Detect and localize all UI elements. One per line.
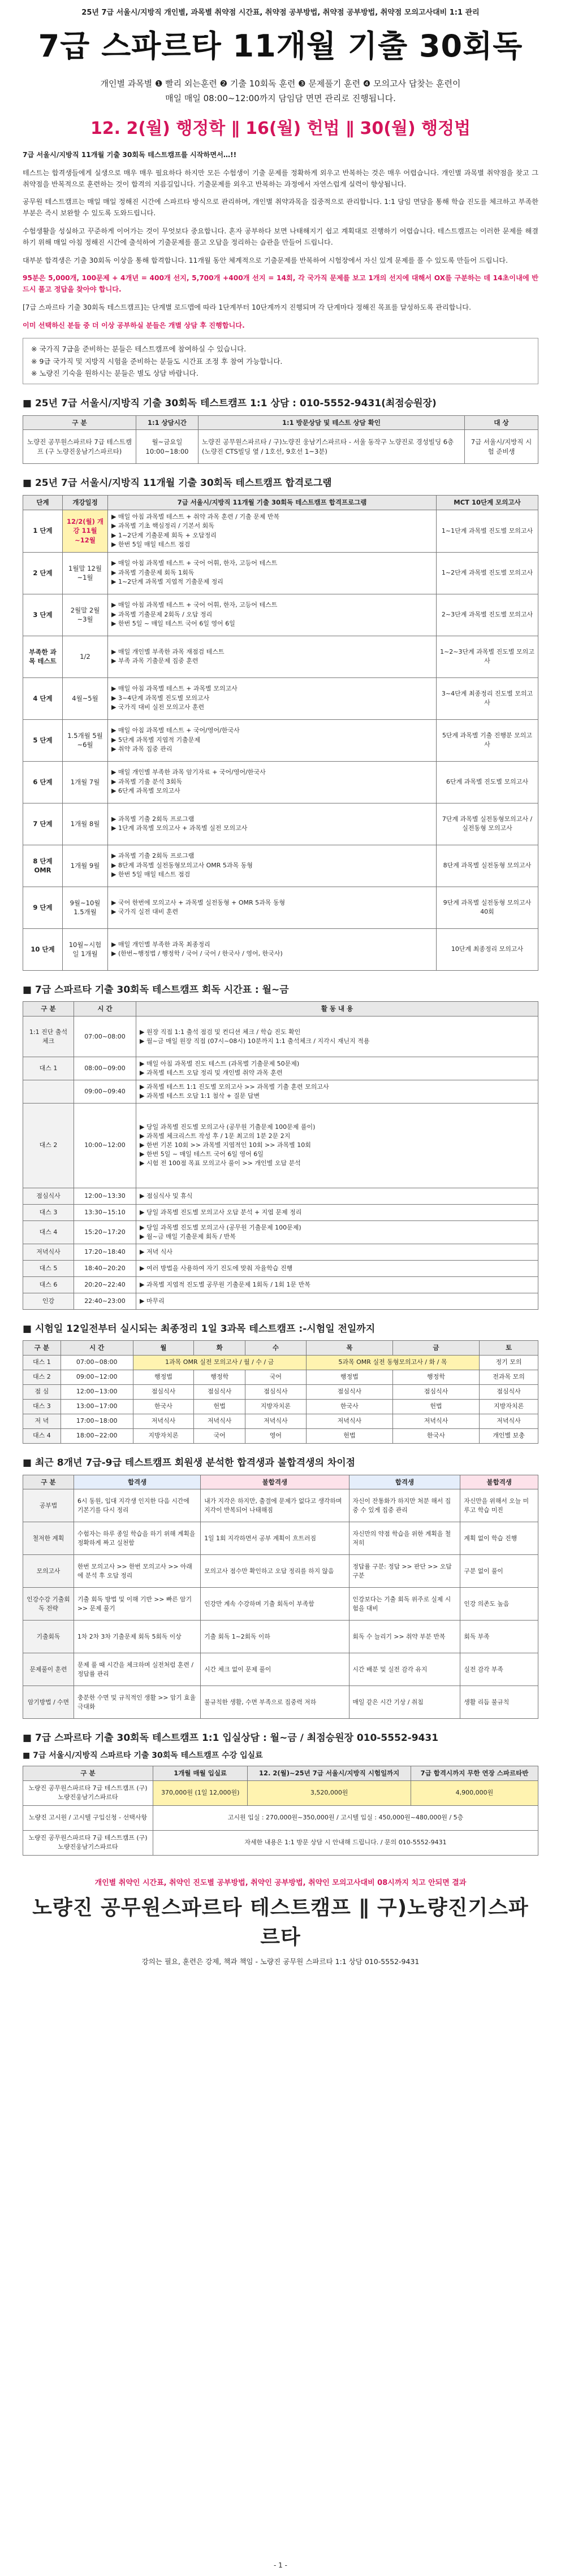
cell: ▶ 당일 과목별 진도별 모의고사 (공무원 기출문제 100문제 풀이) ▶ 과목별 체크리스트 작성 후 / 1문 최고의 1분 2문 2지 ▶ 한번 기본 10회 >> 과목별 지엽적인 10회 >> 과목별 10회 ▶ 한번 5일 ~ 매일 테스트 국어 6일 영어 6일 ▶ 시험 전 100점 목표 모의고사 풀이 >> 개인별 오답 분석	[136, 1103, 538, 1188]
table-row	[23, 1780, 538, 1805]
th: 7급 합격시까지 무한 연장 스파르타반	[411, 1766, 538, 1781]
th: 구 분	[23, 1002, 74, 1017]
cell: 5단계 과목별 기출 진행분 모의고사	[437, 719, 538, 761]
cell: 정기 모의	[480, 1355, 538, 1370]
cell: 저 녁	[23, 1414, 61, 1428]
cell: 한번 모의고사 >> 한번 모의고사 >> 아래에 분석 후 오답 정리	[74, 1555, 201, 1588]
cell: 행정학	[392, 1370, 479, 1384]
table-row	[23, 845, 538, 887]
cell: 점심식사	[194, 1384, 245, 1399]
cell: 실전 감각 부족	[460, 1653, 538, 1686]
cell: 개인별 보충	[480, 1428, 538, 1443]
cell: 부족한 과목 테스트	[23, 636, 63, 677]
cell: 인강 의존도 높음	[460, 1588, 538, 1621]
cell: 월~금요일 10:00~18:00	[136, 430, 198, 464]
section-1-title: ■ 25년 7급 서울시/지방직 기출 30회독 테스트캠프 1:1 상담 : 010-5552-9431(최점승원장)	[23, 398, 437, 410]
cell: 헌법	[194, 1399, 245, 1414]
cell: 17:20~18:40	[74, 1244, 136, 1260]
th: 시 간	[61, 1341, 133, 1356]
cell: 기출 회독 방법 및 이해 기반 >> 빠른 암기 >> 문제 풀기	[74, 1588, 201, 1621]
th: 12. 2(월)~25년 7급 서울시/지방직 시험일까지	[248, 1766, 411, 1781]
timetable-rows	[23, 1017, 538, 1310]
body-paragraph: 95분은 5,000개, 100문제 + 4개년 = 400개 선지, 5,700개 +400개 선지 = 14회, 각 국가직 문제를 보고 1개의 선지에 대해서 OX를 구분하는 데 14초이내에 반드시 풀고 정답을 찾아야 합니다.	[23, 274, 538, 294]
cell: ▶ 원장 직접 1:1 출석 점검 및 컨디션 체크 / 학습 진도 확인 ▶ 월~금 매일 원장 직접 (07시~08시) 10분까지 1:1 출석체크 / 지각시 재닌지 적용	[136, 1017, 538, 1057]
cell: 행정법	[133, 1370, 194, 1384]
cell: 암기방법 / 수면	[23, 1686, 74, 1719]
cell: 행정학	[194, 1370, 245, 1384]
th: 금	[392, 1341, 479, 1356]
cell: 12:00~13:30	[74, 1188, 136, 1204]
body-paragraph: 대부분 합격생은 기출 30회독 이상을 통해 합격합니다. 11개월 동안 체계적으로 기출문제를 반복하여 시험장에서 자신 있게 문제를 풀 수 있도록 만들어 드립니다.	[23, 256, 508, 264]
cell: 대스 5	[23, 1260, 74, 1276]
cell: 국어	[194, 1428, 245, 1443]
th: 구 분	[23, 1475, 74, 1489]
intro-line-2: 매일 매일 08:00~12:00까지 담임담 면면 관리로 진행됩니다.	[165, 93, 396, 104]
table-row	[23, 636, 538, 677]
body-text	[23, 150, 538, 331]
table-row	[23, 1355, 538, 1370]
th: 구 분	[23, 1766, 153, 1781]
cell: 노량진 공무원스파르타 7급 테스트캠프 (구)노량진웅남기스파르타	[23, 1780, 153, 1805]
table-row	[23, 1370, 538, 1384]
body-paragraph: 테스트는 합격생들에게 실생으로 매우 매우 필요하다 하지만 모든 수험생이 기출 문제를 정확하게 외우고 반복하는 것은 매우 어렵습니다. 개인별 과목별 취약점을 찾고 그 취약점을 반복적으로 훈련하는 것이 합격의 지름길입니다. 기출문제를 외우고 반복하는 과정에서 자연스럽게 실력이 향상됩니다.	[23, 168, 538, 188]
cell: 점심식사	[133, 1384, 194, 1399]
cell: 자신만의 약점 학습을 위한 계획을 철저히	[349, 1522, 460, 1555]
main-title: 7급 스파르타 11개월 기출 30회독	[38, 28, 523, 64]
table-row	[23, 1188, 538, 1204]
cell: 6시 동원, 입대 지각생 인지한 다음 시간에 기본기를 다시 정리	[74, 1489, 201, 1522]
cell: 점 심	[23, 1384, 61, 1399]
cell: 헌법	[392, 1399, 479, 1414]
cell: 8단계 과목별 실전동형 모의고사	[437, 845, 538, 887]
cell: ▶ 매일 아침 과목별 테스트 + 취약 과목 훈련 / 기출 문제 반복 ▶ 과목별 기초 핵심정리 / 기본서 회독 ▶ 1~2단계 기출문제 회독 + 오답정리 ▶ 한번 5일 매일 테스트 점검	[108, 510, 437, 552]
cell: 4월~5월	[63, 677, 108, 719]
cell: 7단계 과목별 실전동형모의고사 / 실전동형 모의고사	[437, 803, 538, 845]
table-row	[23, 510, 538, 552]
cell: ▶ 매일 아침 과목별 테스트 + 국어 어휘, 한자, 고등어 테스트 ▶ 과목별 기출문제 2회독 / 오답 정리 ▶ 한번 5일 ~ 매일 테스트 국어 6일 영어 6일	[108, 594, 437, 636]
cell: 18:00~22:00	[61, 1428, 133, 1443]
cell: 점심식사	[392, 1384, 479, 1399]
consult-table	[23, 415, 538, 464]
cell: ▶ 마무리	[136, 1293, 538, 1309]
cell: 대스 3	[23, 1399, 61, 1414]
cell: 4 단계	[23, 677, 63, 719]
cell: 인강	[23, 1293, 74, 1309]
th: 구 분	[23, 415, 136, 430]
cell: ▶ 점심식사 및 휴식	[136, 1188, 538, 1204]
th: 목	[306, 1341, 392, 1356]
cell: 13:00~17:00	[61, 1399, 133, 1414]
table-row	[23, 1276, 538, 1293]
th: 시 간	[74, 1002, 136, 1017]
th: 구 분	[23, 1341, 61, 1356]
table-row	[23, 1555, 538, 1588]
cell: 인강만 계속 수강하며 기출 회독이 부족함	[201, 1588, 349, 1621]
body-paragraph: 공무원 테스트캠프는 매일 매일 정해진 시간에 스파르타 방식으로 관리하며, 개인별 취약과목을 집중적으로 관리합니다. 1:1 담임 면담을 통해 학습 진도를 체크하고 부족한 부분은 즉시 보완할 수 있도록 도와드립니다.	[23, 198, 538, 218]
cell: 지방자치론	[480, 1399, 538, 1414]
table-row	[23, 1830, 538, 1855]
th: 월	[133, 1341, 194, 1356]
cell: 한국사	[306, 1399, 392, 1414]
cell: 자세한 내용은 1:1 방문 상담 시 안내해 드립니다. / 문의 010-5552-9431	[153, 1830, 538, 1855]
cell: 자신이 잔통화가 하지만 처분 해서 집중 수 있게 집중 관리	[349, 1489, 460, 1522]
cell: 3,520,000원	[248, 1780, 411, 1805]
table-row	[23, 1399, 538, 1414]
cell: 저녁식사	[480, 1414, 538, 1428]
cell: 한국사	[392, 1428, 479, 1443]
th: 1:1 상담시간	[136, 415, 198, 430]
cell: 대스 2	[23, 1103, 74, 1188]
cell: 불규칙한 생활, 수면 부족으로 집중력 저하	[201, 1686, 349, 1719]
cell: 3 단계	[23, 594, 63, 636]
cell: 정답률 구분: 정답 >> 판단 >> 오답 구분	[349, 1555, 460, 1588]
cell: 모의고사 점수만 확인하고 오답 정리를 하지 않음	[201, 1555, 349, 1588]
table-row	[23, 1293, 538, 1309]
cell: 행정법	[306, 1370, 392, 1384]
cell: 5과목 OMR 실전 동형모의고사 / 화 / 목	[306, 1355, 479, 1370]
compare-table	[23, 1475, 538, 1719]
cell: ▶ 매일 아침 과목별 테스트 + 과목별 모의고사 ▶ 3~4단계 과목별 진도별 모의고사 ▶ 국가직 대비 실전 모의고사 훈련	[108, 677, 437, 719]
cell: 영어	[245, 1428, 306, 1443]
table-row	[23, 1057, 538, 1080]
cell: 내가 지각은 하지만, 출결에 문제가 없다고 생각하며 지각이 반복되어 나태해짐	[201, 1489, 349, 1522]
th: 7급 서울시/지방직 11개월 기출 30회독 테스트캠프 합격프로그램	[108, 496, 437, 510]
top-note: 25년 7급 서울시/지방직 개인별, 과목별 취약점 시간표, 취약점 공부방법, 취약점 공부방법, 취약점 모의고사대비 1:1 관리	[81, 8, 480, 17]
cell: 20:20~22:40	[74, 1276, 136, 1293]
section-6-title: ■ 7급 스파르타 기출 30회독 테스트캠프 1:1 입실상담 : 월~금 / 최점승원장 010-5552-9431	[23, 1732, 439, 1744]
cell: 1/2	[63, 636, 108, 677]
section-2-title: ■ 25년 7급 서울시/지방직 11개월 기출 30회독 테스트캠프 합격로그램	[23, 477, 332, 489]
cell: ▶ 매일 개인별 부족한 과목 암기자료 + 국어/영어/한국사 ▶ 과목별 기출 분석 3회독 ▶ 6단계 과목별 모의고사	[108, 761, 437, 803]
table-row	[23, 677, 538, 719]
cell: ▶ 국어 한번에 모의고사 + 과목별 실전동형 + OMR 5과목 동형 ▶ 국가직 실전 대비 훈련	[108, 887, 437, 928]
cell: 1 단계	[23, 510, 63, 552]
cell: 대스 3	[23, 1204, 74, 1220]
note-item: ※ 9급 국가직 및 지방직 시험을 준비하는 분들도 시간표 조정 후 참여 가능합니다.	[31, 357, 283, 366]
table-row	[23, 761, 538, 803]
cell: 헌법	[306, 1428, 392, 1443]
cell: 지방자치론	[133, 1428, 194, 1443]
cell: 10 단계	[23, 928, 63, 970]
table-row	[23, 1244, 538, 1260]
body-paragraph: 수험생활을 성실하고 꾸준하게 이어가는 것이 무엇보다 중요합니다. 혼자 공부하다 보면 나태해지기 쉽고 계획대로 진행하기 어렵습니다. 테스트캠프는 이러한 문제를 해결하기 위해 매일 아침 정해진 시간에 출석하여 기출문제를 풀고 오답을 정리하는 습관을 만들어 드립니다.	[23, 227, 538, 246]
table-row	[23, 1686, 538, 1719]
table-row	[23, 1103, 538, 1188]
th: 합격생	[349, 1475, 460, 1489]
cell: ▶ 여러 방법을 사용하여 자기 진도에 맞춰 자율학습 진행	[136, 1260, 538, 1276]
cell: 6 단계	[23, 761, 63, 803]
cell: ▶ 매일 아침 과목별 테스트 + 국어/영어/한국사 ▶ 5단계 과목별 지엽적 기출문제 ▶ 취약 과목 집중 관리	[108, 719, 437, 761]
cell: 1차 2차 3차 기출문제 회독 5회독 이상	[74, 1621, 201, 1653]
cell: 9월~10월 1.5개월	[63, 887, 108, 928]
cell: 매일 같은 시간 기상 / 취침	[349, 1686, 460, 1719]
table-row	[23, 1384, 538, 1399]
table-row	[23, 1017, 538, 1057]
footer-brand: 노량진 공무원스파르타 테스트캠프 ∥ 구)노량진기스파르타	[32, 1896, 529, 1949]
cell: 7급 서울시/지방직 시험 준비생	[465, 430, 538, 464]
table-row	[23, 1522, 538, 1555]
cell: 자신만을 위해서 오늘 미루고 학습 미진	[460, 1489, 538, 1522]
cell: 노량진 공무원스파르타 / 구)노량진 웅남기스파르타 - 서울 동작구 노량진로 경성빌딩 6층(노량진 CTS빌딩 옆 / 1호선, 9호선 1~3분)	[198, 430, 465, 464]
cell: 22:40~23:00	[74, 1293, 136, 1309]
cell: 기출회독	[23, 1621, 74, 1653]
cell: 2 단계	[23, 552, 63, 594]
cell: ▶ 과목별 기출 2회독 프로그램 ▶ 1단계 과목별 모의고사 + 과목별 실전 모의고사	[108, 803, 437, 845]
th: 화	[194, 1341, 245, 1356]
cell: 7 단계	[23, 803, 63, 845]
intro	[23, 76, 538, 106]
cell: 기출 회독 1~2회독 이하	[201, 1621, 349, 1653]
intro-line-1: 개인별 과목별 ❶ 빨리 외는훈련 ❷ 기출 10회독 훈련 ❸ 문제풀기 훈련 ❹ 모의고사 답찾는 훈련이	[100, 79, 461, 89]
cell: 1월말 12월~1월	[63, 552, 108, 594]
table-row	[23, 803, 538, 845]
body-paragraph: 7급 서울시/지방직 11개월 기출 30회독 테스트캠프를 시작하면서…!!	[23, 151, 237, 159]
cell: 모의고사	[23, 1555, 74, 1588]
table-row	[23, 928, 538, 970]
cell: 시간 체크 없이 문제 풀이	[201, 1653, 349, 1686]
cell: 6단계 과목별 진도별 모의고사	[437, 761, 538, 803]
th: 개강일정	[63, 496, 108, 510]
cell: 1개월 7월	[63, 761, 108, 803]
cell: 18:40~20:20	[74, 1260, 136, 1276]
cell: 8 단계 OMR	[23, 845, 63, 887]
footer	[23, 1878, 538, 1967]
cell: 09:00~12:00	[61, 1370, 133, 1384]
cell: ▶ 당일 과목별 진도별 모의고사 (공무원 기출문제 100문제) ▶ 월~금 매일 기출문제 회독 / 반복	[136, 1220, 538, 1244]
th: 대 상	[465, 415, 538, 430]
final-week-rows	[23, 1355, 538, 1443]
cell: 1개월 8월	[63, 803, 108, 845]
cell: 1과목 OMR 실전 모의고사 / 월 / 수 / 금	[133, 1355, 306, 1370]
cell: 1일 1회 지각하면서 공부 계획이 흐트러짐	[201, 1522, 349, 1555]
th: 불합격생	[201, 1475, 349, 1489]
cell: 07:00~08:00	[74, 1017, 136, 1057]
table-row	[23, 1489, 538, 1522]
cell: 1~2단계 과목별 진도별 모의고사	[437, 552, 538, 594]
cell: 15:20~17:20	[74, 1220, 136, 1244]
table-row	[23, 1805, 538, 1830]
cell: 1~1단계 과목별 진도별 모의고사	[437, 510, 538, 552]
th: 활 동 내 용	[136, 1002, 538, 1017]
table-row	[23, 1414, 538, 1428]
cell: 저녁식사	[392, 1414, 479, 1428]
cell: 구분 없이 풀이	[460, 1555, 538, 1588]
cell: 계획 없이 학습 진행	[460, 1522, 538, 1555]
cell: 13:30~15:10	[74, 1204, 136, 1220]
cell: 수험자는 하루 종일 학습을 하기 위해 계획을 정확하게 짜고 실천함	[74, 1522, 201, 1555]
section-5-title: ■ 최근 8개년 7급-9급 테스트캠프 회원생 분석한 합격생과 불합격생의 차이점	[23, 1457, 356, 1469]
cell: 충분한 수면 및 규칙적인 생활 >> 암기 효율 극대화	[74, 1686, 201, 1719]
cell: ▶ 과목별 테스트 1:1 진도별 모의고사 >> 과목별 기출 훈련 모의고사 ▶ 과목별 테스트 오답 1:1 첨삭 + 질문 답변	[136, 1080, 538, 1103]
fee-table	[23, 1766, 538, 1856]
cell: ▶ 과목별 기출 2회독 프로그램 ▶ 8단계 과목별 실전동형모의고사 OMR 5과목 동형 ▶ 한번 5일 매일 테스트 점검	[108, 845, 437, 887]
cell: 대스 1	[23, 1057, 74, 1080]
cell: 공부법	[23, 1489, 74, 1522]
cell: 생활 리듬 불규칙	[460, 1686, 538, 1719]
body-paragraph: [7급 스파르타 기출 30회독 테스트캠프]는 단계별 로드맵에 따라 1단계부터 10단계까지 진행되며 각 단계마다 정해진 목표를 달성하도록 관리합니다.	[23, 303, 471, 311]
table-row	[23, 1204, 538, 1220]
cell: 점심식사	[306, 1384, 392, 1399]
cell: 2월말 2월~3월	[63, 594, 108, 636]
exam-date-line: 12. 2(월) 행정학 ∥ 16(월) 헌법 ∥ 30(월) 행정법	[90, 118, 471, 138]
timetable	[23, 1001, 538, 1309]
cell: 점심식사	[245, 1384, 306, 1399]
th: 수	[245, 1341, 306, 1356]
cell: 10단계 최종정리 모의고사	[437, 928, 538, 970]
cell: 3~4단계 최종정리 진도별 모의고사	[437, 677, 538, 719]
cell: 대스 6	[23, 1276, 74, 1293]
cell: ▶ 과목별 지엽적 진도별 공무원 기출문제 1회독 / 1회 1문 반복	[136, 1276, 538, 1293]
table-row	[23, 430, 538, 464]
cell: 노량진 공무원스파르타 7급 테스트캠프 (구 노량진웅남기스파르타)	[23, 430, 136, 464]
cell: 노량진 공무원스파르타 7급 테스트캠프 (구)노량진웅남기스파르타	[23, 1830, 153, 1855]
cell: 저녁식사	[194, 1414, 245, 1428]
table-row	[23, 1588, 538, 1621]
cell: 인강보다는 기출 회독 위주로 실제 시험을 대비	[349, 1588, 460, 1621]
cell: 12:00~13:00	[61, 1384, 133, 1399]
notes-box	[23, 338, 538, 384]
cell: 1~2~3단계 과목별 진도별 모의고사	[437, 636, 538, 677]
cell: 회독 부족	[460, 1621, 538, 1653]
cell: 대스 2	[23, 1370, 61, 1384]
cell: 07:00~08:00	[61, 1355, 133, 1370]
cell: 12/2(월) 개강 11월~12월	[63, 510, 108, 552]
th: 1:1 방문상담 및 테스트 상담 확인	[198, 415, 465, 430]
cell: 한국사	[133, 1399, 194, 1414]
cell: ▶ 당일 과목별 진도별 모의고사 오답 분석 + 지엽 문제 정리	[136, 1204, 538, 1220]
cell: 1:1 진단 출석체크	[23, 1017, 74, 1057]
cell: ▶ 매일 개인별 부족한 과목 재점검 테스트 ▶ 부족 과목 기출문제 집중 훈련	[108, 636, 437, 677]
cell: 문제풀이 훈련	[23, 1653, 74, 1686]
cell: 시간 배분 및 실전 감각 유지	[349, 1653, 460, 1686]
cell: 저녁식사	[23, 1244, 74, 1260]
cell: 노량진 고시원 / 고시텔 구입신청 - 선택사항	[23, 1805, 153, 1830]
program-table	[23, 495, 538, 971]
th: 1개월 매월 입실료	[153, 1766, 248, 1781]
final-week-table	[23, 1340, 538, 1444]
cell: 17:00~18:00	[61, 1414, 133, 1428]
cell: 10월~시험일 1개월	[63, 928, 108, 970]
cell: ▶ 저녁 식사	[136, 1244, 538, 1260]
cell: 철저한 계획	[23, 1522, 74, 1555]
cell: ▶ 매일 아침 과목별 진도 테스트 (과목별 기출문제 50문제) ▶ 과목별 테스트 오답 정리 및 개인별 취약 과목 훈련	[136, 1057, 538, 1080]
cell: 9 단계	[23, 887, 63, 928]
cell: 회독 수 늘리기 >> 취약 부분 반복	[349, 1621, 460, 1653]
cell: 대스 1	[23, 1355, 61, 1370]
cell: 대스 4	[23, 1428, 61, 1443]
cell	[23, 1080, 74, 1103]
cell: 10:00~12:00	[74, 1103, 136, 1188]
table-row	[23, 594, 538, 636]
cell: 대스 4	[23, 1220, 74, 1244]
compare-rows	[23, 1489, 538, 1719]
cell: 2~3단계 과목별 진도별 모의고사	[437, 594, 538, 636]
th: 단계	[23, 496, 63, 510]
table-row	[23, 552, 538, 594]
cell: 문제 풀 때 시간을 체크하며 실전처럼 훈련 / 정답률 관리	[74, 1653, 201, 1686]
table-row	[23, 1220, 538, 1244]
th: MCT 10단계 모의고사	[437, 496, 538, 510]
table-row	[23, 1621, 538, 1653]
cell: 인강수강 기출회독 전략	[23, 1588, 74, 1621]
cell: 저녁식사	[133, 1414, 194, 1428]
cell: 1.5개월 5월~6월	[63, 719, 108, 761]
cell: ▶ 매일 개인별 부족한 과목 최종정리 ▶ (한번~행정법 / 행정학 / 국어 / 국어 / 한국사 / 영어, 한국사)	[108, 928, 437, 970]
th: 불합격생	[460, 1475, 538, 1489]
cell: 저녁식사	[306, 1414, 392, 1428]
table-row	[23, 887, 538, 928]
table-row	[23, 719, 538, 761]
cell: 4,900,000원	[411, 1780, 538, 1805]
th: 토	[480, 1341, 538, 1356]
cell: 9단계 과목별 실전동형 모의고사 40회	[437, 887, 538, 928]
table-row	[23, 1260, 538, 1276]
table-row	[23, 1428, 538, 1443]
cell: ▶ 매일 아침 과목별 테스트 + 국어 어휘, 한자, 고등어 테스트 ▶ 과목별 기출문제 회독 1회독 ▶ 1~2단계 과목별 지엽적 기출문제 정리	[108, 552, 437, 594]
cell: 저녁식사	[245, 1414, 306, 1428]
table-row	[23, 1080, 538, 1103]
note-item: ※ 국가직 7급을 준비하는 분들은 테스트캠프에 참여하실 수 있습니다.	[31, 345, 247, 354]
section-4-title: ■ 시험일 12일전부터 실시되는 최종정리 1일 3과목 테스트캠프 :-시험일 전일까지	[23, 1323, 376, 1335]
note-item: ※ 노량진 기숙을 원하시는 분들은 별도 상담 바랍니다.	[31, 368, 198, 377]
th: 합격생	[74, 1475, 201, 1489]
cell: 점심식사	[23, 1188, 74, 1204]
cell: 고시원 입실 : 270,000원~350,000원 / 고시텔 입실 : 450,000원~480,000원 / 5층	[153, 1805, 538, 1830]
page-number: - 1 -	[274, 2561, 287, 2569]
cell: 전과목 모의	[480, 1370, 538, 1384]
cell: 1개월 9월	[63, 845, 108, 887]
section-3-title: ■ 7급 스파르타 기출 30회독 테스트캠프 회독 시간표 : 월~금	[23, 984, 289, 996]
cell: 5 단계	[23, 719, 63, 761]
table-row	[23, 1653, 538, 1686]
cell: 370,000원 (1일 12,000원)	[153, 1780, 248, 1805]
cell: 국어	[245, 1370, 306, 1384]
cell: 점심식사	[480, 1384, 538, 1399]
red-note: 이미 선택하신 분들 중 더 이상 공부하실 분들은 개별 상담 후 진행합니다.	[23, 321, 245, 329]
footer-line-1: 개인별 취약인 시간표, 취약인 진도별 공부방법, 취약인 공부방법, 취약인 모의고사대비 08시까지 치고 안되면 결과	[94, 1878, 467, 1887]
fee-title: ■ 7급 서울시/지방직 스파르타 기출 30회독 테스트캠프 수강 입실료	[23, 1750, 263, 1760]
cell: 지방자치론	[245, 1399, 306, 1414]
footer-line-3: 강의는 필요, 훈련은 강제, 책과 책임 - 노량진 공무원 스파르타 1:1 상담 010-5552-9431	[141, 1957, 420, 1966]
program-rows	[23, 510, 538, 970]
cell: 08:00~09:00	[74, 1057, 136, 1080]
cell: 09:00~09:40	[74, 1080, 136, 1103]
